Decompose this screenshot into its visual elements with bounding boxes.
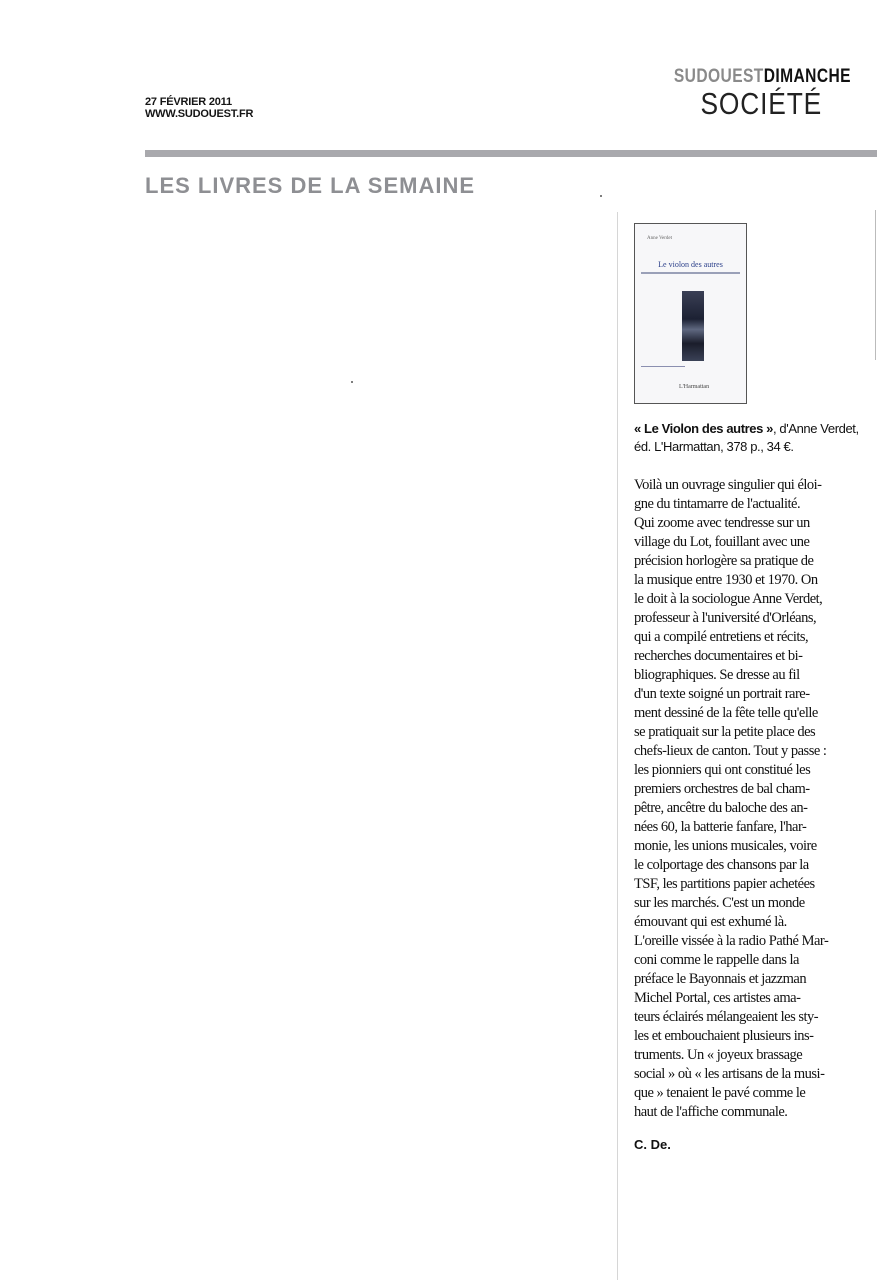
article-line: coni comme le rappelle dans la	[634, 952, 799, 968]
article-line: chefs-lieux de canton. Tout y passe :	[634, 743, 827, 759]
article-line: premiers orchestres de bal cham-	[634, 781, 810, 797]
author-signature: C. De.	[634, 1137, 671, 1152]
issue-date: 27 FÉVRIER 2011	[145, 96, 232, 108]
article-line: préface le Bayonnais et jazzman	[634, 971, 807, 987]
caption-book-title: « Le Violon des autres »	[634, 421, 773, 436]
cover-title: Le violon des autres	[658, 260, 723, 269]
caption-details: , d'Anne Verdet, éd. L'Harmattan, 378 p., 34 €.	[634, 421, 859, 454]
article-line: qui a compilé entretiens et récits,	[634, 629, 809, 645]
cover-series-line	[641, 366, 685, 367]
header-rule	[145, 150, 877, 157]
cover-publisher: L'Harmattan	[679, 384, 710, 390]
scan-speck	[351, 381, 353, 383]
article-line: Qui zoome avec tendresse sur un	[634, 515, 810, 531]
article-line: social » où « les artisans de la musi-	[634, 1066, 825, 1082]
article-line: les et embouchaient plusieurs ins-	[634, 1028, 814, 1044]
cover-author: Anne Verdet	[647, 236, 673, 241]
article-line: TSF, les partitions papier achetées	[634, 876, 815, 892]
article-line: L'oreille vissée à la radio Pathé Mar-	[634, 933, 829, 949]
article-line: précision horlogère sa pratique de	[634, 553, 814, 569]
article-line: le doit à la sociologue Anne Verdet,	[634, 591, 823, 607]
article-line: bliographiques. Se dresse au fil	[634, 667, 800, 683]
cover-photo	[682, 291, 704, 361]
article-line: truments. Un « joyeux brassage	[634, 1047, 803, 1063]
article-line: monie, les unions musicales, voire	[634, 838, 817, 854]
article-line: la musique entre 1930 et 1970. On	[634, 572, 818, 588]
article-line: nées 60, la batterie fanfare, l'har-	[634, 819, 807, 835]
article-line: les pionniers qui ont constitué les	[634, 762, 811, 778]
column-divider	[617, 212, 618, 1280]
scan-speck	[600, 195, 602, 197]
article-line: haut de l'affiche communale.	[634, 1104, 788, 1120]
book-cover-image	[634, 223, 747, 404]
page-edge-line	[875, 210, 876, 360]
article-line: d'un texte soigné un portrait rare-	[634, 686, 810, 702]
article-line: sur les marchés. C'est un monde	[634, 895, 805, 911]
page-headline: LES LIVRES DE LA SEMAINE	[145, 173, 476, 198]
article-line: que » tenaient le pavé comme le	[634, 1085, 806, 1101]
book-caption	[634, 420, 874, 456]
article-line: le colportage des chansons par la	[634, 857, 809, 873]
article-line: émouvant qui est exhumé là.	[634, 914, 787, 930]
article-line: ment dessiné de la fête telle qu'elle	[634, 705, 818, 721]
article-line: Voilà un ouvrage singulier qui éloi-	[634, 477, 822, 493]
article-line: teurs éclairés mélangeaient les sty-	[634, 1009, 819, 1025]
article-line: village du Lot, fouillant avec une	[634, 534, 810, 550]
article-line: pêtre, ancêtre du baloche des an-	[634, 800, 808, 816]
website-link[interactable]: WWW.SUDOUEST.FR	[145, 108, 254, 120]
article-body	[634, 476, 876, 1122]
article-line: Michel Portal, ces artistes ama-	[634, 990, 801, 1006]
masthead-dimanche: DIMANCHE	[763, 66, 851, 87]
header-date-block	[145, 96, 253, 120]
article-line: se pratiquait sur la petite place des	[634, 724, 816, 740]
article-line: recherches documentaires et bi-	[634, 648, 803, 664]
article-line: professeur à l'université d'Orléans,	[634, 610, 817, 626]
cover-subtitle-line	[641, 272, 740, 274]
article-line: gne du tintamarre de l'actualité.	[634, 496, 801, 512]
masthead	[674, 66, 851, 88]
section-title: SOCIÉTÉ	[700, 86, 822, 121]
masthead-sudouest: SUDOUEST	[673, 66, 764, 87]
